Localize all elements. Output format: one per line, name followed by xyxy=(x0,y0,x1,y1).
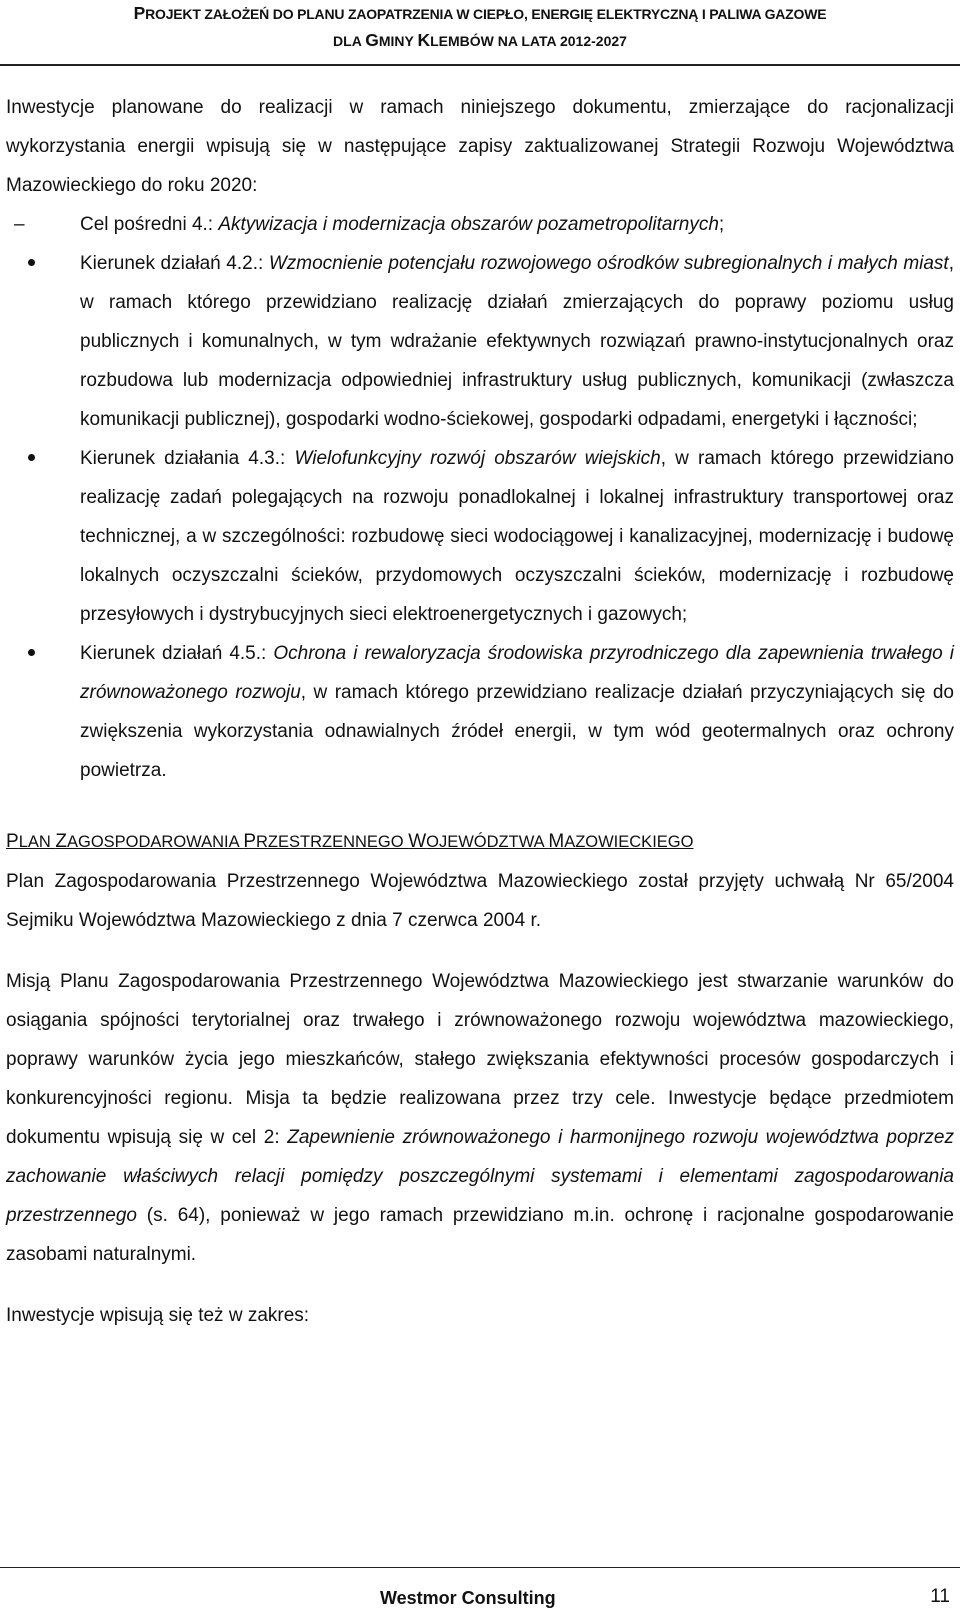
mission-paragraph: Misją Planu Zagospodarowania Przestrzennego Województwa Mazowieckiego jest stwarzanie warunków do osiągania spójności terytorialnej oraz trwałego i zrównoważonego rozwoju województwa mazowieckiego, poprawy warunków życia jego mieszkańców, stałego zwiększania efektywności procesów gospodarczych i konkurencyjności regionu. Misja ta będzie realizowana przez trzy cele. Inwestycje będące przedmiotem dokumentu wpisują się w cel 2: Zapewnienie zrównoważonego i harmonijnego rozwoju województwa poprzez zachowanie właściwych relacji pomiędzy poszczególnymi systemami i elementami zagospodarowania przestrzennego (s. 64), ponieważ w jego ramach przewidziano m.in. ochronę i racjonalne gospodarowanie zasobami naturalnymi. xyxy=(6,971,955,1265)
adoption-paragraph: Plan Zagospodarowania Przestrzennego Województwa Mazowieckiego został przyjęty uchwałą Nr 65/2004 Sejmiku Województwa Mazowieckiego z dnia 7 czerwca 2004 r. xyxy=(6,871,954,931)
bullet-icon xyxy=(14,439,54,478)
header-title-line-1: PROJEKT ZAŁOŻEŃ DO PLANU ZAOPATRZENIA W CIEPŁO, ENERGIĘ ELEKTRYCZNĄ I PALIWA GAZOWE xyxy=(133,3,827,23)
footer-company-name: Westmor Consulting xyxy=(380,1588,556,1608)
bullet-icon xyxy=(14,634,54,673)
closing-paragraph: Inwestycje wpisują się też w zakres: xyxy=(6,1305,310,1326)
bullet-icon xyxy=(14,244,54,283)
page-number: 11 xyxy=(930,1586,950,1607)
list-item-kierunek-4-3: Kierunek działania 4.3.: Wielofunkcyjny rozwój obszarów wiejskich, w ramach którego przewidziano realizację zadań polegających na rozwoju ponadlokalnej i lokalnej infrastruktury transportowej oraz technicznej, a w szczególności: rozbudowę sieci wodociągowej i kanalizacyjnej, modernizację i budowę lokalnych oczyszczalni ścieków, przydomowych oczyszczalni ścieków, modernizację i rozbudowę przesyłowych i dystrybucyjnych sieci elektroenergetycznych i gazowych; xyxy=(6,439,954,634)
intro-paragraph: Inwestycje planowane do realizacji w ramach niniejszego dokumentu, zmierzające do racjonalizacji wykorzystania energii wpisują się w następujące zapisy zaktualizowanej Strategii Rozwoju Województwa Mazowieckiego do roku 2020: xyxy=(6,97,954,196)
header-divider xyxy=(0,64,960,66)
dash-marker: – xyxy=(14,214,25,235)
header-title-line-2: DLA GMINY KLEMBÓW NA LATA 2012-2027 xyxy=(333,30,627,50)
footer-divider xyxy=(0,1567,960,1568)
page-body xyxy=(6,88,954,1335)
list-item-cel: – Cel pośredni 4.: Aktywizacja i modernizacja obszarów pozametropolitarnych; xyxy=(6,205,954,244)
list-item-kierunek-4-5: Kierunek działań 4.5.: Ochrona i rewaloryzacja środowiska przyrodniczego dla zapewnienia trwałego i zrównoważonego rozwoju, w ramach którego przewidziano realizacje działań przyczyniających się do zwiększenia wykorzystania odnawialnych źródeł energii, w tym wód geotermalnych oraz ochrony powietrza. xyxy=(6,634,954,790)
section-heading: PLAN ZAGOSPODAROWANIA PRZESTRZENNEGO WOJEWÓDZTWA MAZOWIECKIEGO xyxy=(6,831,694,852)
list-item-kierunek-4-2: Kierunek działań 4.2.: Wzmocnienie potencjału rozwojowego ośrodków subregionalnych i małych miast, w ramach którego przewidziano realizację działań zmierzających do poprawy poziomu usług publicznych i komunalnych, w tym wdrażanie efektywnych rozwiązań prawno-instytucjonalnych oraz rozbudowa lub modernizacja odpowiedniej infrastruktury usług publicznych, komunikacji (zwłaszcza komunikacji publicznej), gospodarki wodno-ściekowej, gospodarki odpadami, energetyki i łączności; xyxy=(6,244,954,439)
